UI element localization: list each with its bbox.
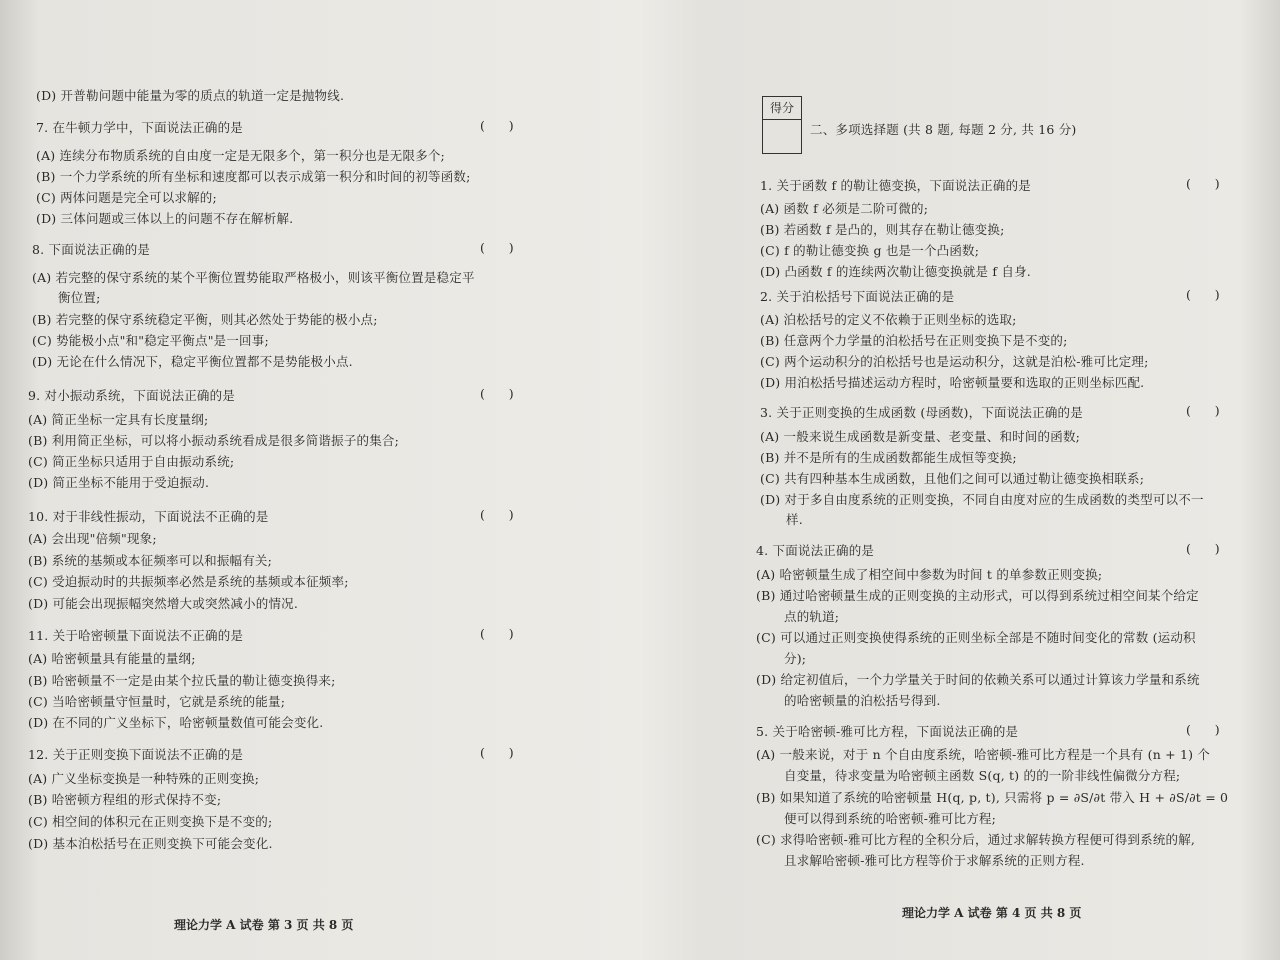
page-footer-left: 理论力学 A 试卷 第 3 页 共 8 页 (174, 918, 354, 932)
score-label: 得分 (763, 97, 801, 120)
text-line: (C) f 的勒让德变换 g 也是一个凸函数; (760, 243, 980, 258)
text-line: (A) 简正坐标一定具有长度量纲; (28, 412, 209, 427)
text-line: (A) 一般来说生成函数是新变量、老变量、和时间的函数; (760, 429, 1081, 444)
section-title: 二、多项选择题 (共 8 题, 每题 2 分, 共 16 分) (810, 122, 1077, 137)
text-line: (D) 给定初值后，一个力学量关于时间的依赖关系可以通过计算该力学量和系统 (756, 672, 1200, 687)
text-line: (D) 三体问题或三体以上的问题不存在解析解. (36, 211, 294, 226)
text-line: 分); (784, 651, 807, 666)
text-line: (B) 并不是所有的生成函数都能生成恒等变换; (760, 450, 1017, 465)
text-line: (A) 若完整的保守系统的某个平衡位置势能取严格极小，则该平衡位置是稳定平 (32, 270, 475, 285)
text-line: (D) 用泊松括号描述运动方程时，哈密顿量要和选取的正则坐标匹配. (760, 375, 1145, 390)
answer-parentheses: ( ) (1186, 541, 1220, 556)
text-line: (D) 在不同的广义坐标下，哈密顿量数值可能会变化. (28, 715, 324, 730)
text-line: 自变量，待求变量为哈密顿主函数 S(q, t) 的的一阶非线性偏微分方程; (784, 768, 1181, 783)
text-line: 7. 在牛顿力学中，下面说法正确的是 (36, 120, 244, 135)
text-line: (A) 会出现"倍频"现象; (28, 531, 157, 546)
text-line: 1. 关于函数 f 的勒让德变换，下面说法正确的是 (760, 178, 1031, 193)
text-line: 样. (786, 512, 803, 527)
text-line: 3. 关于正则变换的生成函数 (母函数)，下面说法正确的是 (760, 405, 1083, 420)
answer-parentheses: ( ) (480, 507, 514, 522)
text-line: (D) 凸函数 f 的连续两次勒让德变换就是 f 自身. (760, 264, 1031, 279)
text-line: 11. 关于哈密顿量下面说法不正确的是 (28, 628, 244, 643)
text-line: (C) 两个运动积分的泊松括号也是运动积分，这就是泊松-雅可比定理; (760, 354, 1149, 369)
text-line: (D) 无论在什么情况下，稳定平衡位置都不是势能极小点. (32, 354, 353, 369)
text-line: (A) 泊松括号的定义不依赖于正则坐标的选取; (760, 312, 1017, 327)
page-footer-right: 理论力学 A 试卷 第 4 页 共 8 页 (902, 906, 1082, 920)
text-line: 2. 关于泊松括号下面说法正确的是 (760, 289, 955, 304)
text-line: 便可以得到系统的哈密顿-雅可比方程; (784, 811, 997, 826)
text-line: (A) 哈密顿量生成了相空间中参数为时间 t 的单参数正则变换; (756, 567, 1103, 582)
answer-parentheses: ( ) (480, 386, 514, 401)
text-line: (C) 简正坐标只适用于自由振动系统; (28, 454, 235, 469)
text-line: (B) 通过哈密顿量生成的正则变换的主动形式，可以得到系统过相空间某个给定 (756, 588, 1199, 603)
answer-parentheses: ( ) (480, 118, 514, 133)
text-line: 10. 对于非线性振动，下面说法不正确的是 (28, 509, 269, 524)
text-line: (B) 若函数 f 是凸的，则其存在勒让德变换; (760, 222, 1005, 237)
answer-parentheses: ( ) (480, 745, 514, 760)
text-line: (A) 连续分布物质系统的自由度一定是无限多个，第一积分也是无限多个; (36, 148, 445, 163)
text-line: (D) 简正坐标不能用于受迫振动. (28, 475, 210, 490)
text-line: (C) 当哈密顿量守恒量时，它就是系统的能量; (28, 694, 286, 709)
text-line: (B) 若完整的保守系统稳定平衡，则其必然处于势能的极小点; (32, 312, 378, 327)
text-line: 的哈密顿量的泊松括号得到. (784, 693, 941, 708)
text-line: 且求解哈密顿-雅可比方程等价于求解系统的正则方程. (784, 853, 1085, 868)
text-line: 9. 对小振动系统，下面说法正确的是 (28, 388, 236, 403)
text-line: (B) 一个力学系统的所有坐标和速度都可以表示成第一积分和时间的初等函数; (36, 169, 471, 184)
text-line: (D) 开普勒问题中能量为零的质点的轨道一定是抛物线. (36, 88, 345, 103)
answer-parentheses: ( ) (480, 626, 514, 641)
text-line: (C) 求得哈密顿-雅可比方程的全积分后，通过求解转换方程便可得到系统的解, (756, 832, 1196, 847)
text-line: 5. 关于哈密顿-雅可比方程，下面说法正确的是 (756, 724, 1019, 739)
text-line: (B) 哈密顿方程组的形式保持不变; (28, 792, 222, 807)
text-line: 4. 下面说法正确的是 (756, 543, 875, 558)
text-line: (A) 函数 f 必须是二阶可微的; (760, 201, 929, 216)
text-line: (C) 势能极小点"和"稳定平衡点"是一回事; (32, 333, 269, 348)
text-line: (B) 哈密顿量不一定是由某个拉氏量的勒让德变换得来; (28, 673, 336, 688)
answer-parentheses: ( ) (1186, 722, 1220, 737)
text-line: 8. 下面说法正确的是 (32, 242, 151, 257)
text-line: (D) 基本泊松括号在正则变换下可能会变化. (28, 836, 273, 851)
text-line: (C) 两体问题是完全可以求解的; (36, 190, 217, 205)
text-line: (C) 相空间的体积元在正则变换下是不变的; (28, 814, 273, 829)
text-line: (B) 系统的基频或本征频率可以和振幅有关; (28, 553, 273, 568)
text-line: (C) 受迫振动时的共振频率必然是系统的基频或本征频率; (28, 574, 349, 589)
answer-parentheses: ( ) (1186, 403, 1220, 418)
score-box (762, 96, 802, 154)
text-line: 点的轨道; (784, 609, 840, 624)
text-line: (C) 可以通过正则变换使得系统的正则坐标全部是不随时间变化的常数 (运动积 (756, 630, 1196, 645)
text-line: (B) 任意两个力学量的泊松括号在正则变换下是不变的; (760, 333, 1068, 348)
text-line: (B) 利用简正坐标，可以将小振动系统看成是很多简谐振子的集合; (28, 433, 400, 448)
text-line: (A) 一般来说，对于 n 个自由度系统，哈密顿-雅可比方程是一个具有 (n + 1) 个 (756, 747, 1211, 762)
text-line: (A) 哈密顿量具有能量的量纲; (28, 651, 196, 666)
text-line: (C) 共有四种基本生成函数，且他们之间可以通过勒让德变换相联系; (760, 471, 1145, 486)
text-line: (D) 可能会出现振幅突然增大或突然减小的情况. (28, 596, 299, 611)
text-line: (A) 广义坐标变换是一种特殊的正则变换; (28, 771, 260, 786)
text-line: (D) 对于多自由度系统的正则变换，不同自由度对应的生成函数的类型可以不一 (760, 492, 1204, 507)
answer-parentheses: ( ) (1186, 176, 1220, 191)
answer-parentheses: ( ) (480, 240, 514, 255)
text-line: (B) 如果知道了系统的哈密顿量 H(q, p, t), 只需将 p = ∂S/∂t 带入 H + ∂S/∂t = 0 (756, 790, 1229, 805)
text-line: 衡位置; (58, 290, 101, 305)
answer-parentheses: ( ) (1186, 287, 1220, 302)
text-line: 12. 关于正则变换下面说法不正确的是 (28, 747, 244, 762)
